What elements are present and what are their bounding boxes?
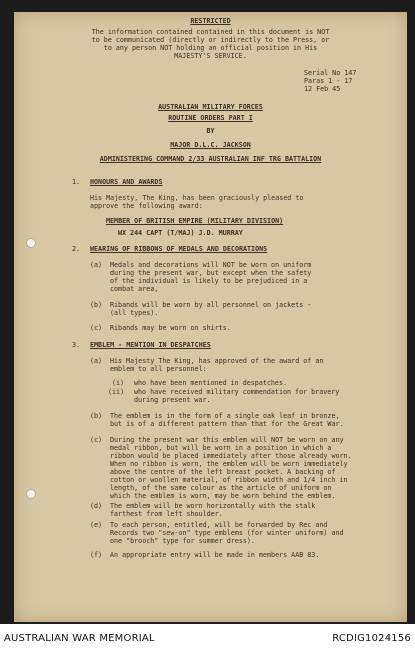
- classification-heading: RESTRICTED: [190, 17, 231, 25]
- order-date: 12 Feb 45: [304, 85, 341, 93]
- notice-line: to be communicated (directly or indirectly to the Press, or: [91, 36, 330, 44]
- item-text: An appropriate entry will be made in members AAB 83.: [110, 551, 320, 559]
- item-text: medal ribbon, but will be worn in a position in which a: [110, 444, 332, 452]
- subitem-label: (i): [112, 379, 125, 387]
- notice-line: MAJESTY'S SERVICE.: [174, 52, 247, 60]
- item-label: (a): [90, 261, 103, 269]
- subitem-text: who have been mentioned in despatches.: [134, 379, 287, 387]
- section-heading: EMBLEM - MENTION IN DESPATCHES: [90, 341, 211, 349]
- item-text: (all types).: [110, 309, 159, 317]
- item-text: The emblem is in the form of a single oak leaf in bronze,: [110, 412, 340, 420]
- punch-hole: [26, 489, 36, 499]
- item-text: During the present war this emblem will NOT be worn on any: [110, 436, 344, 444]
- paras-range: Paras 1 - 17: [304, 77, 353, 85]
- item-text: above the centre of the left breast pocket. A backing of: [110, 468, 336, 476]
- footer-institution: AUSTRALIAN WAR MEMORIAL: [4, 633, 155, 644]
- archive-footer: [0, 624, 415, 653]
- section-number: 3.: [72, 341, 81, 349]
- subitem-text: who have received military commendation for bravery: [134, 388, 340, 396]
- item-label: (f): [90, 551, 103, 559]
- item-text: When no ribbon is worn, the emblem will be worn immediately: [110, 460, 348, 468]
- orders-title: ROUTINE ORDERS PART I: [168, 114, 253, 122]
- item-text: which the emblem is worn, may be worn behind the emblem.: [110, 492, 336, 500]
- item-label: (d): [90, 502, 103, 510]
- section-number: 2.: [72, 245, 81, 253]
- item-text: His Majesty The King, has approved of the award of an: [110, 357, 324, 365]
- footer-record-id: RCDIG1024156: [332, 633, 411, 644]
- subitem-text: during present war.: [134, 396, 211, 404]
- item-text: cotton or woollen material, of ribbon width and 1/4 inch in: [110, 476, 348, 484]
- officer-name: MAJOR D.L.C. JACKSON: [170, 141, 251, 149]
- item-text: ribbon would be placed immediately after those already worn.: [110, 452, 352, 460]
- item-label: (b): [90, 301, 103, 309]
- award-title: MEMBER OF BRITISH EMPIRE (MILITARY DIVISION): [106, 217, 284, 225]
- section-text: approve the following award:: [90, 202, 203, 210]
- item-text: but is of a different pattern than that for the Great War.: [110, 420, 344, 428]
- item-text: Ribands will be worn by all personnel on jackets -: [110, 301, 312, 309]
- item-label: (e): [90, 521, 103, 529]
- item-text: Medals and decorations will NOT be worn on uniform: [110, 261, 312, 269]
- serial-number: Serial No 147: [304, 69, 357, 77]
- item-text: length, of the same colour as the article of uniform on: [110, 484, 332, 492]
- notice-line: The information contained contained in this document is NOT: [91, 28, 330, 36]
- by-line: BY: [206, 127, 215, 135]
- command-title: ADMINISTERING COMMAND 2/33 AUSTRALIAN INF TRG BATTALION: [99, 155, 322, 163]
- section-number: 1.: [72, 178, 81, 186]
- force-title: AUSTRALIAN MILITARY FORCES: [158, 103, 263, 111]
- item-text: Records two "sew-on" type emblems (for winter uniform) and: [110, 529, 344, 537]
- item-text: combat area,: [110, 285, 159, 293]
- subitem-label: (ii): [108, 388, 125, 396]
- item-label: (c): [90, 436, 103, 444]
- item-text: The emblem will be worn horizontally with the stalk: [110, 502, 316, 510]
- section-text: His Majesty, The King, has been graciously pleased to: [90, 194, 304, 202]
- item-label: (a): [90, 357, 103, 365]
- section-heading: WEARING OF RIBBONS OF MEDALS AND DECORATIONS: [90, 245, 268, 253]
- document-page: [14, 12, 407, 622]
- notice-line: to any person NOT holding an official position in His: [103, 44, 318, 52]
- item-text: emblem to all personnel:: [110, 365, 207, 373]
- item-label: (b): [90, 412, 103, 420]
- item-text: one "brooch" type for summer dress).: [110, 537, 255, 545]
- item-text: Ribands may be worn on shirts.: [110, 324, 231, 332]
- punch-hole: [26, 238, 36, 248]
- item-text: of the individual is likely to be prejudiced in a: [110, 277, 308, 285]
- item-text: during the present war, but except when the safety: [110, 269, 312, 277]
- section-heading: HONOURS AND AWARDS: [90, 178, 163, 186]
- award-recipient: WX 244 CAPT (T/MAJ) J.D. MURRAY: [118, 229, 243, 237]
- item-text: To each person, entitled, will be forwarded by Rec and: [110, 521, 328, 529]
- item-text: farthest from left shoulder.: [110, 510, 223, 518]
- item-label: (c): [90, 324, 103, 332]
